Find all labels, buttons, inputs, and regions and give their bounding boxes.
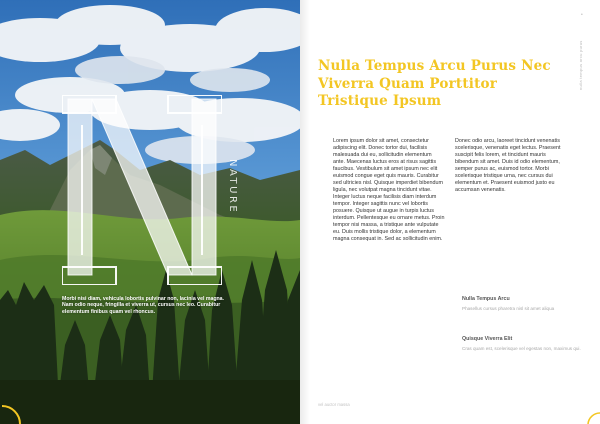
info-text: Phasellus cursus pharetra nisl sit amet aliqua	[462, 306, 555, 311]
dot-marker-icon: •	[581, 12, 583, 18]
body-column-2: Donec odio arcu, laoreet tincidunt venenatis scelerisque, venenatis eget lectus. Praesent suscipit felis lorem, et tincidunt mauris bibendum sit amet. Duis id odio elementum, semper purus ac, euismod tortor. Morbi scelerisque tristique urna, nec cursus dui elementum et. Praesent euismod justo eu accumsan venenatis.	[455, 138, 561, 193]
photo-caption: Morbi nisi diam, vehicula lobortis pulvinar non, lacinia vel magna. Nam odio neque, fringilla et viverra ut, cursus nec leo. Curabitur elementum finibus quam vel rhoncus.	[62, 296, 225, 315]
yellow-arc-decoration	[586, 412, 600, 424]
yellow-arc-decoration	[0, 402, 22, 424]
info-title: Quisque Viverra Elit	[462, 336, 513, 342]
body-column-1: Lorem ipsum dolor sit amet, consectetur adipiscing elit. Donec tortor dui, facilisis malesuada dui eu, sollicitudin elementum ante. Maecenas luctus eros at risus sagittis faucibus. Vestibulum sit amet ipsum nec elit euismod congue eget quis mauris. Curabitur sed ultricies nisl. Quisque imperdiet bibendum ligula, nec volutpat magna tincidunt vitae. Integer luctus neque facilisis diam interdum tempor. Integer sagittis nunc vel lobortis posuere. Quisque ut augue in turpis luctus interdum. Pellentesque eu ornare metus. Proin tempor nisi massa, a tristique ante vulputate eu. Duis mollis tristique dolor, a elementum magna consequat in. Sed ac sollicitudin enim.	[333, 138, 445, 242]
article-heading: Nulla Tempus Arcu Purus Nec Viverra Quam Porttitor Tristique Ipsum	[318, 58, 551, 109]
n-monogram-graphic	[62, 95, 222, 285]
info-text: Cras quam est, scelerisque vel egestas non, maximus qui.	[462, 346, 581, 351]
page-gutter	[300, 0, 310, 424]
running-header: nulla tempus arcu purus	[578, 40, 583, 90]
info-block	[462, 296, 582, 312]
info-title: Nulla Tempus Arcu	[462, 296, 510, 302]
page-footer: vel auctor massa	[318, 402, 350, 407]
nature-vertical-text: NATURE	[227, 159, 238, 215]
info-block	[462, 336, 582, 352]
